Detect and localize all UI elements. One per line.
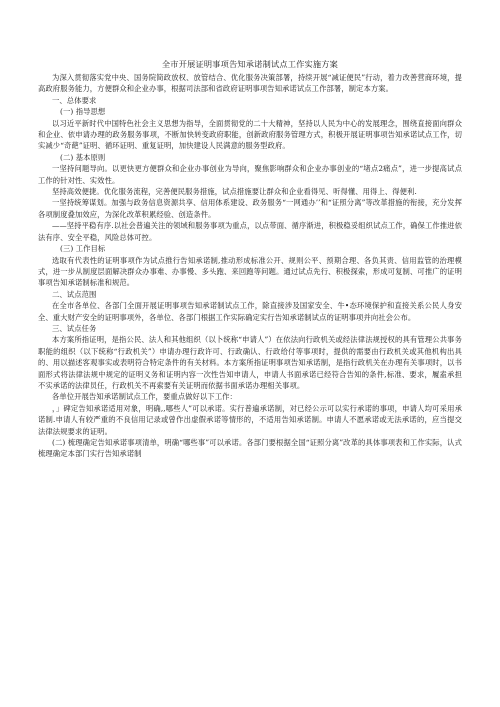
- paragraph: 坚持高效便捷。优化服务流程，完善便民服务措施，试点措施要让群众和企业看得见、听得懂、用得上、得便利.: [52, 187, 417, 197]
- subsection-heading: (二) 基本原则: [60, 152, 106, 162]
- paragraph: 选取有代表性的证明事项作为试点推行告知承诺制,推动形成标准公开、规则公平、预期合理、各负其责、信用监管的治理模式，进一步从制度层面解决群众办事难、办事慢、多头跑、来回跑等问题。通过试点先行、积极探索，形成可复制、可推广的证明事项告知承诺制标准和规范。: [38, 255, 462, 288]
- paragraph: 各单位开展告知承诺制试点工作，要重点做好以下工作：: [52, 392, 237, 402]
- section-heading: 三、试点任务: [52, 323, 97, 333]
- paragraph: 本方案所指证明，是指公民、法人和其他组织（以卜统称“申请人”）在依法向行政机关或经法律法规授权的具有管理公共事务职能的组织（以下统称“行政机关”）申请办理行政许可、行政确认、行政给付等事项时，提供的需要由行政机关或其他机构出具的、用以描述客观事实或表明符合特定条件的有关材料。本方案所指证明事项告知承诺制，是指行政机关在办理有关事项时，以书面形式将法律法规中规定的证明义务和证明内容一次性告知申请人，申请人书面承诺已经符合告知的条件,标准、要求，履盍承担不实承诺的法律员任，行政机关不再索要有关证明而依据书面承诺办理相关事项。: [38, 335, 462, 390]
- paragraph: ——坚持平稳有序.以社会普遍关注的领域和服务事项为重点，以点带面、循序渐进，积极稳妥组织试点工作，确保工作推进依法有序、安全平稳，风险总体可控。: [38, 221, 462, 242]
- document-title: 全市开展证明事项告知承诺制试点工作实施方案: [161, 59, 339, 69]
- paragraph: 一坚持问题导向。以更快更方便群众和企业办事创业为导向，聚焦影响群众和企业办事创业的“堵点2痛点”，进一步提高试点工作的针对性、实效性。: [38, 164, 462, 185]
- section-heading: 一、总体要求: [52, 95, 97, 105]
- paragraph-intro: 为深入贯彻落实党中央、国务院简政放权、放管结合、优化服务决策部署，持续开展“减证便民”行动，着力改善营商环境，提高政府服务能力，方便群众和企业办事，根据司法部和省政府证明事项告知承诺试点工作部署，制定本方案。: [38, 73, 462, 94]
- paragraph: 以习近平新时代中国特色社会主义思想为指导，全面贯彻党的二十大精神，坚持以人民为中心的发展理念，围绕直接面向群众和企业、依申请办理的政务服务事项，不断加快转变政府职能，创新政府服务管理方式，积极开展证明事项告知承诺试点工作，切实减少“奇葩”证明、循环证明、重复证明，加快建设人民满意的服务型政府。: [38, 118, 462, 151]
- document-page: [38, 58, 462, 460]
- paragraph: ，」碑定告知承诺适用对象，明确,,哪些人”可以承诺。实行普遍承诺制，对已经公示可以实行承诺的事项，申请人均可采用承诺制.申请人有较严重的不良信用记录或曾作出虚假承诺等情形的，不适用告知承诺制。申请人不愿承诺或无法承诺的，应当提交法律法规要求的证明。: [38, 403, 462, 436]
- subsection-heading: (三) 工作目标: [60, 244, 106, 254]
- paragraph: 一坚持统筹谋划。加强与政务信息资源共享、信用体系建设、政务服务“一网通办’’和“证照分离”等改革措施的衔接，充分发挥各项制度叠加效应，为深化改革积累经验、创造条件。: [38, 198, 462, 219]
- section-heading: 二、试点范围: [52, 289, 97, 299]
- paragraph: 在全市各单位、各部门全面开展证明事项告知承诺制试点工作，除直接涉及国家安全、牛•态环境保护和直接关系公民人身安全、重大财产安全的证明事项外，各单位、各部门根据工作实际确定实行告知承诺制试点的证明事项并向社会公布。: [38, 301, 462, 322]
- subsection-heading: (一) 指导思想: [60, 107, 106, 117]
- paragraph: (二) 梳理确定告知承诺事项清单，明确“哪些事”可以承诺。各部门要根据全国“证照分离”改革的具体事项表和工作实际，认式梳理确定本部门实行告知承诺制: [38, 438, 462, 459]
